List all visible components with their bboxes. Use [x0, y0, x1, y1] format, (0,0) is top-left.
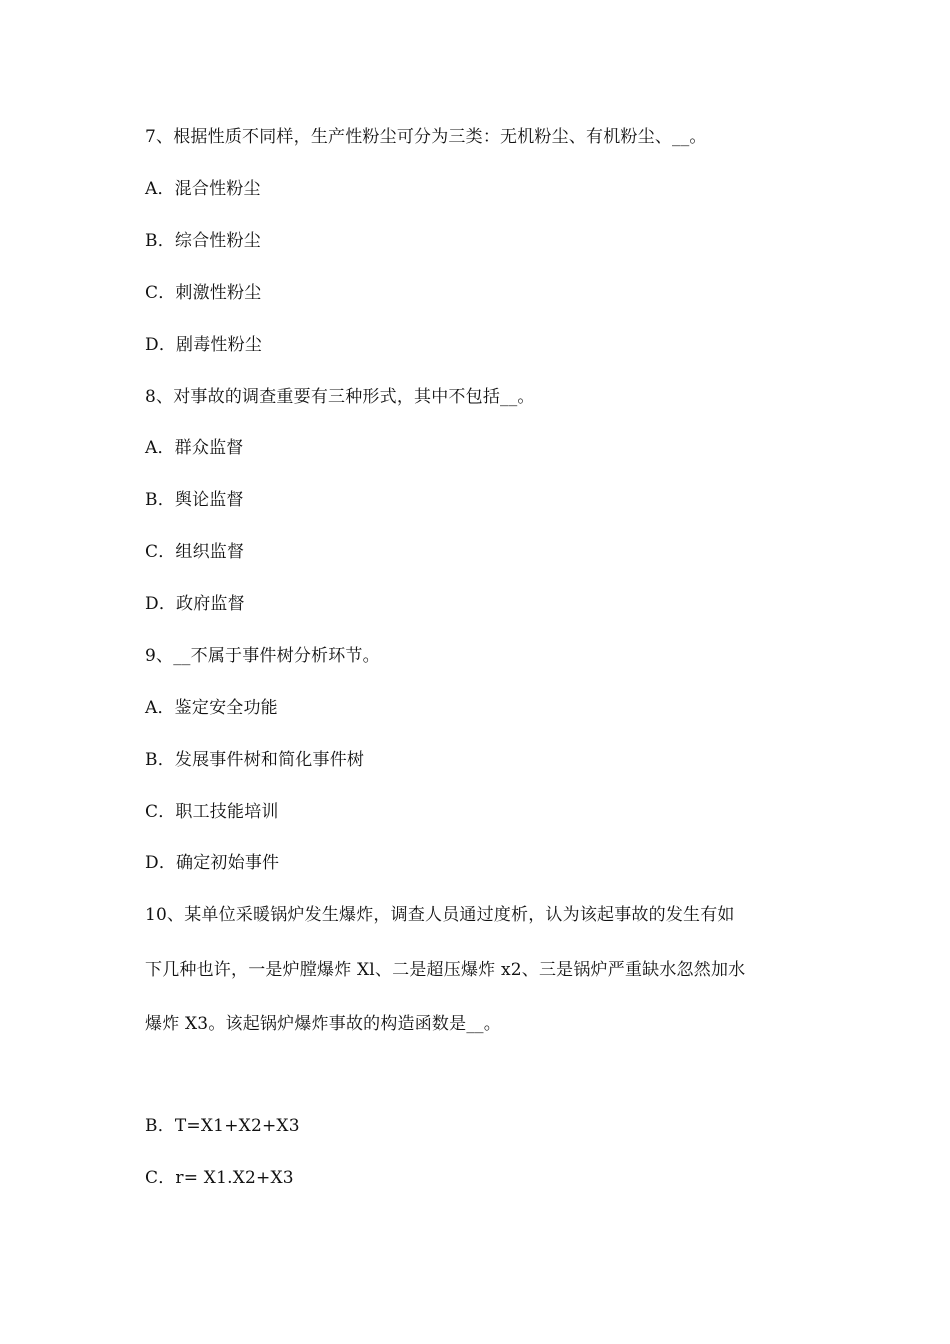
question-7-stem: 7、根据性质不同样，生产性粉尘可分为三类：无机粉尘、有机粉尘、__。 [145, 127, 707, 147]
question-10-stem-line-3: 爆炸 X3。该起锅炉爆炸事故的构造函数是__。 [145, 1014, 501, 1034]
question-9-option-b: B．发展事件树和简化事件树 [145, 750, 365, 770]
question-8-stem: 8、对事故的调查重要有三种形式，其中不包括__。 [145, 387, 535, 407]
question-10-option-c: C．r= X1.X2+X3 [145, 1168, 294, 1188]
question-7-option-a: A．混合性粉尘 [145, 179, 261, 199]
question-9-option-a: A．鉴定安全功能 [145, 698, 278, 718]
question-7-option-c: C．刺激性粉尘 [145, 283, 262, 303]
question-8-option-c: C．组织监督 [145, 542, 245, 562]
question-10-option-b: B．T=X1+X2+X3 [145, 1116, 300, 1136]
question-9-stem: 9、__不属于事件树分析环节。 [145, 646, 380, 666]
question-8-option-d: D．政府监督 [145, 594, 245, 614]
question-8-option-b: B．舆论监督 [145, 490, 244, 510]
question-9-option-d: D．确定初始事件 [145, 853, 280, 873]
question-7-option-b: B．综合性粉尘 [145, 231, 261, 251]
question-7-option-d: D．剧毒性粉尘 [145, 335, 263, 355]
question-8-option-a: A．群众监督 [145, 438, 244, 458]
question-10-stem-line-2: 下几种也许，一是炉膛爆炸 Xl、二是超压爆炸 x2、三是锅炉严重缺水忽然加水 [145, 960, 746, 980]
question-9-option-c: C．职工技能培训 [145, 802, 279, 822]
question-10-stem-line-1: 10、某单位采暖锅炉发生爆炸，调查人员通过度析，认为该起事故的发生有如 [145, 905, 735, 925]
